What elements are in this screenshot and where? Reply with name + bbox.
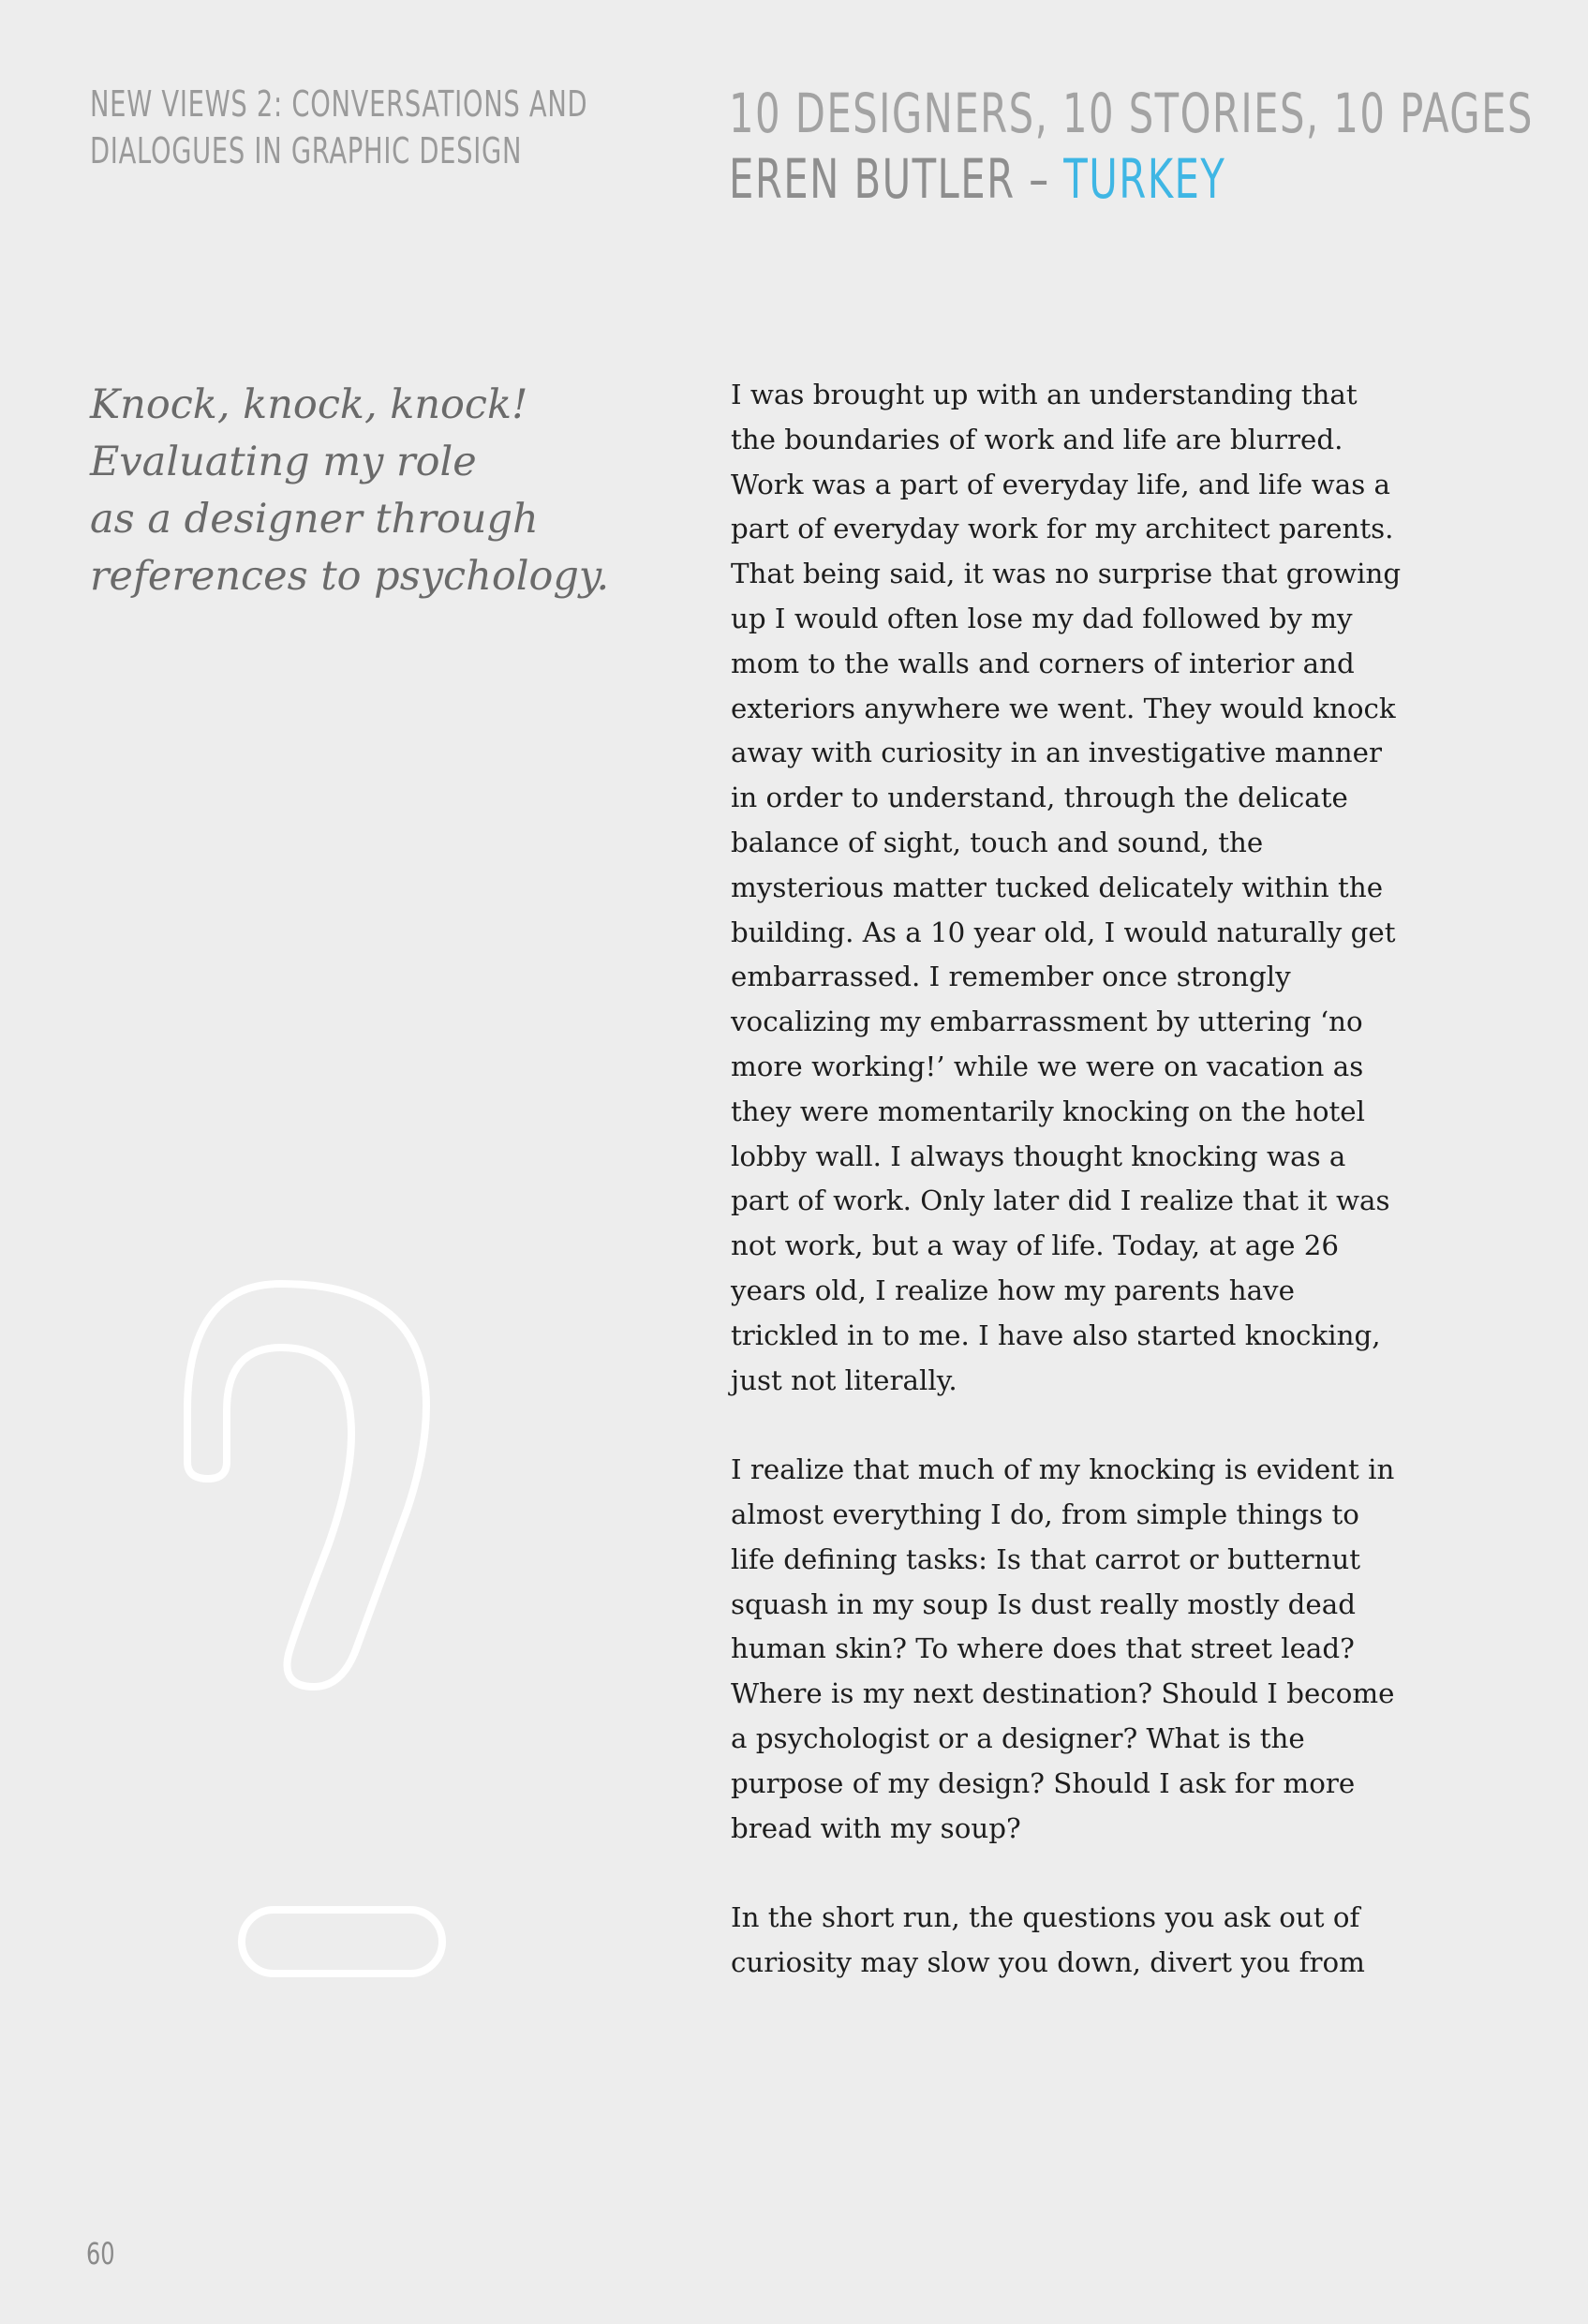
paragraph-line: the boundaries of work and life are blurred. [731,423,1343,455]
paragraph-line: human skin? To where does that street lead? [731,1632,1355,1665]
paragraph-line: I realize that much of my knocking is evident in [731,1453,1395,1486]
subtitle-line: references to psychology. [90,553,610,600]
paragraph-line: a psychologist or a designer? What is the [731,1721,1305,1754]
article-paragraph [731,373,1443,1403]
paragraph-line: embarrassed. I remember once strongly [731,961,1291,993]
paragraph-line: life defining tasks: Is that carrot or butternut [731,1542,1360,1575]
page-number: 60 [86,2236,115,2272]
paragraph-line: building. As a 10 year old, I would naturally get [731,916,1396,948]
paragraph-line: That being said, it was no surprise that growing [731,558,1402,590]
paragraph-line: balance of sight, touch and sound, the [731,826,1264,858]
paragraph-line: exteriors anywhere we went. They would knock [731,692,1396,724]
paragraph-line: years old, I realize how my parents have [731,1274,1295,1306]
paragraph-line: squash in my soup Is dust really mostly dead [731,1587,1356,1620]
paragraph-line: Work was a part of everyday life, and life was a [731,468,1391,500]
article-paragraph [731,1448,1443,1851]
paragraph-line: in order to understand, through the delicate [731,782,1348,814]
paragraph-line: up I would often lose my dad followed by my [731,602,1353,634]
paragraph-line: part of work. Only later did I realize that it was [731,1184,1390,1217]
paragraph-line: bread with my soup? [731,1811,1021,1844]
paragraph-line: part of everyday work for my architect parents. [731,513,1394,545]
paragraph-line: In the short run, the questions you ask out of [731,1901,1360,1934]
book-title [90,81,697,174]
paragraph-line: more working!’ while we were on vacation as [731,1050,1364,1082]
article-paragraph [731,1896,1443,1986]
author-line [729,146,1538,212]
author-name: EREN BUTLER – [729,147,1064,211]
paragraph-line: not work, but a way of life. Today, at age 26 [731,1229,1340,1262]
paragraph-line: mom to the walls and corners of interior and [731,647,1355,679]
series-line: 10 DESIGNERS, 10 STORIES, 10 PAGES [729,82,1534,145]
book-title-line-1: NEW VIEWS 2: CONVERSATIONS AND [90,83,588,125]
paragraph-line: they were momentarily knocking on the hotel [731,1095,1365,1127]
question-mark-outline-icon [141,1274,450,1987]
paragraph-line: just not literally. [731,1363,957,1396]
article-subtitle [90,377,615,605]
paragraph-line: lobby wall. I always thought knocking was a [731,1140,1346,1172]
paragraph-line: curiosity may slow you down, divert you from [731,1945,1365,1978]
subtitle-line: Evaluating my role [90,439,477,485]
chapter-heading [729,81,1538,212]
subtitle-line: Knock, knock, knock! [90,381,528,428]
subtitle-line: as a designer through [90,496,539,543]
paragraph-line: almost everything I do, from simple things to [731,1497,1359,1530]
article-body [731,373,1443,2030]
author-country: TURKEY [1063,147,1226,211]
paragraph-line: away with curiosity in an investigative manner [731,737,1382,769]
paragraph-line: Where is my next destination? Should I become [731,1677,1395,1710]
paragraph-line: vocalizing my embarrassment by uttering ‘no [731,1006,1363,1038]
book-title-line-2: DIALOGUES IN GRAPHIC DESIGN [90,130,523,171]
paragraph-line: I was brought up with an understanding that [731,379,1358,410]
paragraph-line: purpose of my design? Should I ask for more [731,1766,1356,1799]
paragraph-line: trickled in to me. I have also started knocking, [731,1318,1381,1351]
paragraph-line: mysterious matter tucked delicately within the [731,871,1384,903]
